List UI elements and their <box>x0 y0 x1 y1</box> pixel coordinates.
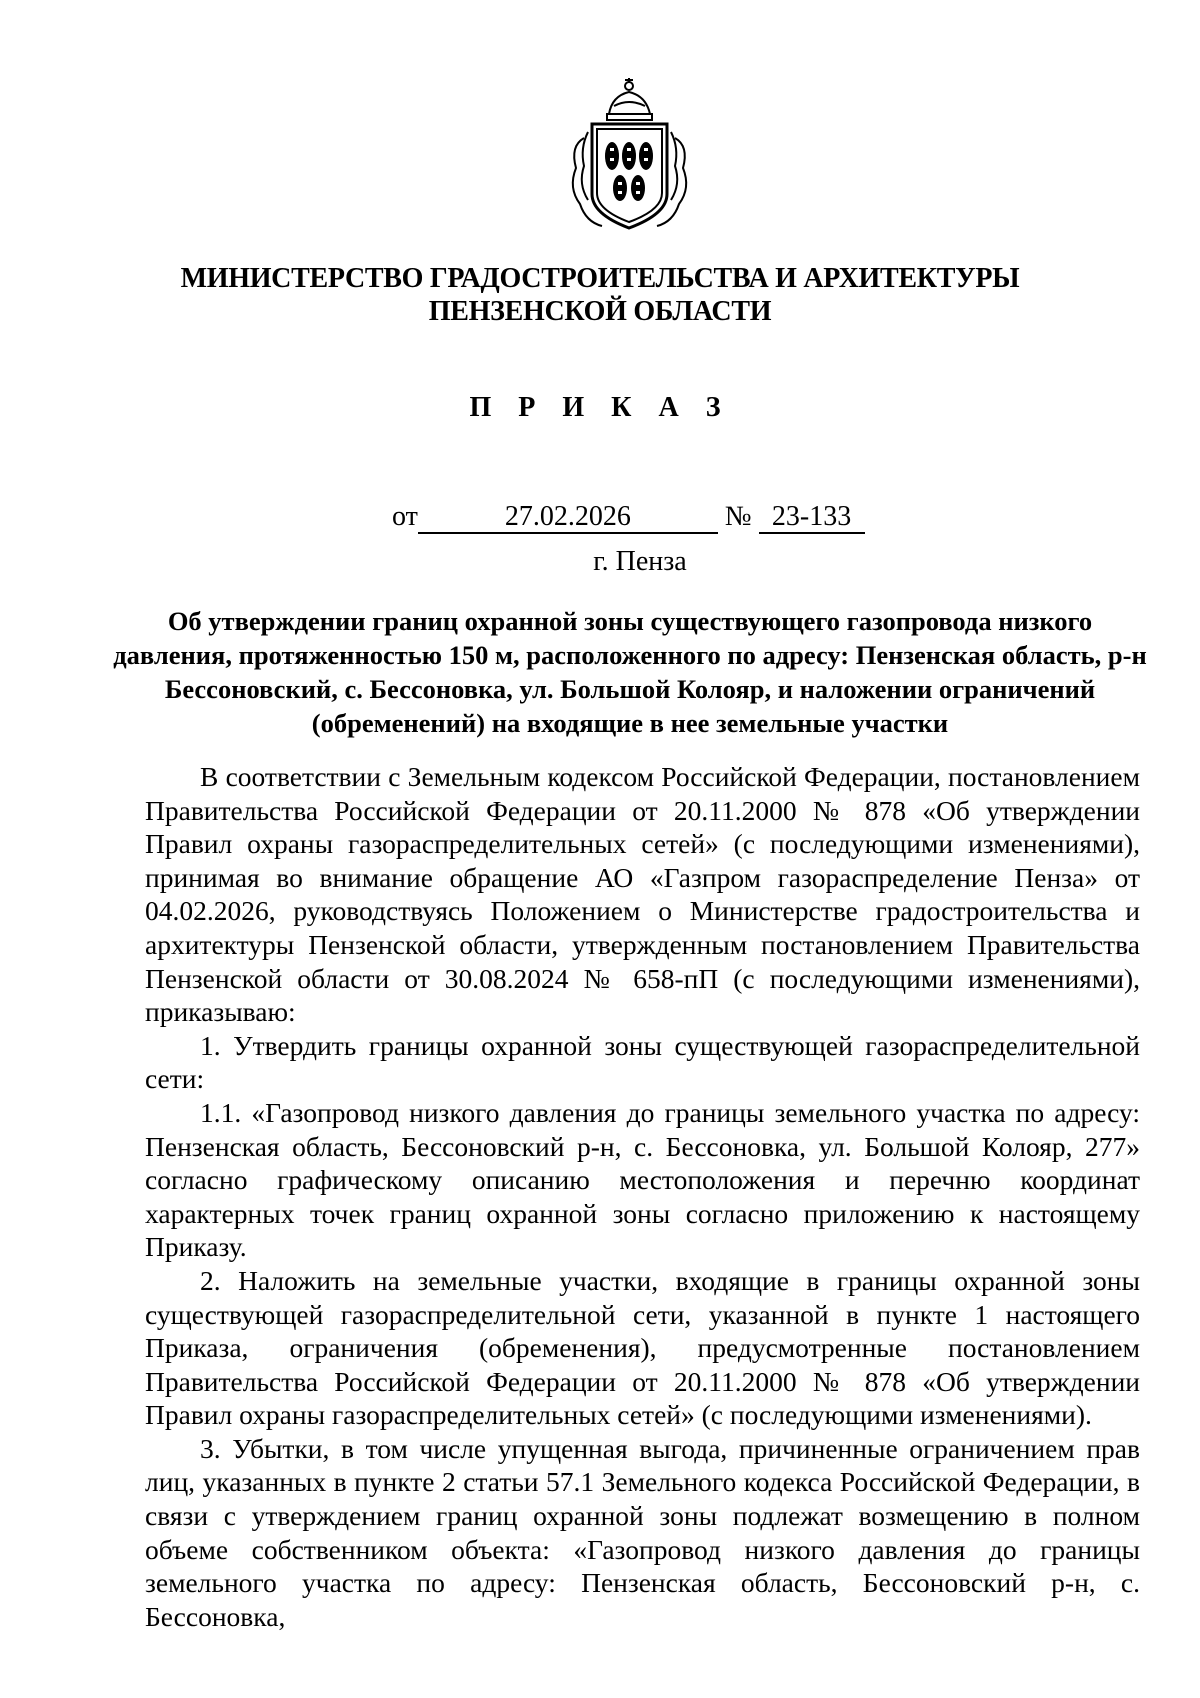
date-number-line <box>392 500 865 534</box>
document-date: 27.02.2026 <box>418 502 718 534</box>
ministry-name <box>100 262 1100 328</box>
document-body <box>145 760 1140 1633</box>
coat-of-arms-icon <box>562 76 697 236</box>
document-subject: Об утверждении границ охранной зоны существующего газопровода низкого давления, протяженностью 150 м, расположенного по адресу: Пензенская область, р-н Бессоновский, с. Бессоновка, ул. Большой Колояр, и наложении ограничений (обременений) на входящие в нее земельные участки <box>113 606 1147 738</box>
date-prefix: от <box>392 501 418 532</box>
body-paragraph-item-1: 1. Утвердить границы охранной зоны существующей газораспределительной сети: <box>145 1029 1140 1095</box>
body-paragraph-preamble: В соответствии с Земельным кодексом Российской Федерации, постановлением Правительства Российской Федерации от 20.11.2000 № 878 «Об утверждении Правил охраны газораспределительных сетей» (с последующими изменениями), принимая во внимание обращение АО «Газпром газораспределение Пенза» от 04.02.2026, руководствуясь Положением о Министерстве градостроительства и архитектуры Пензенской области, утвержденным постановлением Правительства Пензенской области от 30.08.2024 № 658-пП (с последующими изменениями), приказываю: <box>145 761 1140 1028</box>
document-city: г. Пенза <box>593 546 687 577</box>
document-number: 23-133 <box>759 502 865 534</box>
document-type: П Р И К А З <box>469 392 731 423</box>
body-paragraph-item-1-1: 1.1. «Газопровод низкого давления до границы земельного участка по адресу: Пензенская область, Бессоновский р-н, с. Бессоновка, ул. Большой Колояр, 277» согласно графическому описанию местоположения и перечню координат характерных точек границ охранной зоны согласно приложению к настоящему Приказу. <box>145 1096 1140 1263</box>
ministry-name-line-2: ПЕНЗЕНСКОЙ ОБЛАСТИ <box>428 296 772 327</box>
ministry-name-line-1: МИНИСТЕРСТВО ГРАДОСТРОИТЕЛЬСТВА И АРХИТЕКТУРЫ <box>180 263 1020 294</box>
body-paragraph-item-3: 3. Убытки, в том числе упущенная выгода, причиненные ограничением прав лиц, указанных в пункте 2 статьи 57.1 Земельного кодекса Российской Федерации, в связи с утверждением границ охранной зоны подлежат возмещению в полном объеме собственником объекта: «Газопровод низкого давления до границы земельного участка по адресу: Пензенская область, Бессоновский р-н, с. Бессоновка, <box>145 1432 1140 1632</box>
body-paragraph-item-2: 2. Наложить на земельные участки, входящие в границы охранной зоны существующей газораспределительной сети, указанной в пункте 1 настоящего Приказа, ограничения (обременения), предусмотренные постановлением Правительства Российской Федерации от 20.11.2000 № 878 «Об утверждении Правил охраны газораспределительных сетей» (с последующими изменениями). <box>145 1264 1140 1431</box>
number-prefix: № <box>724 501 752 532</box>
